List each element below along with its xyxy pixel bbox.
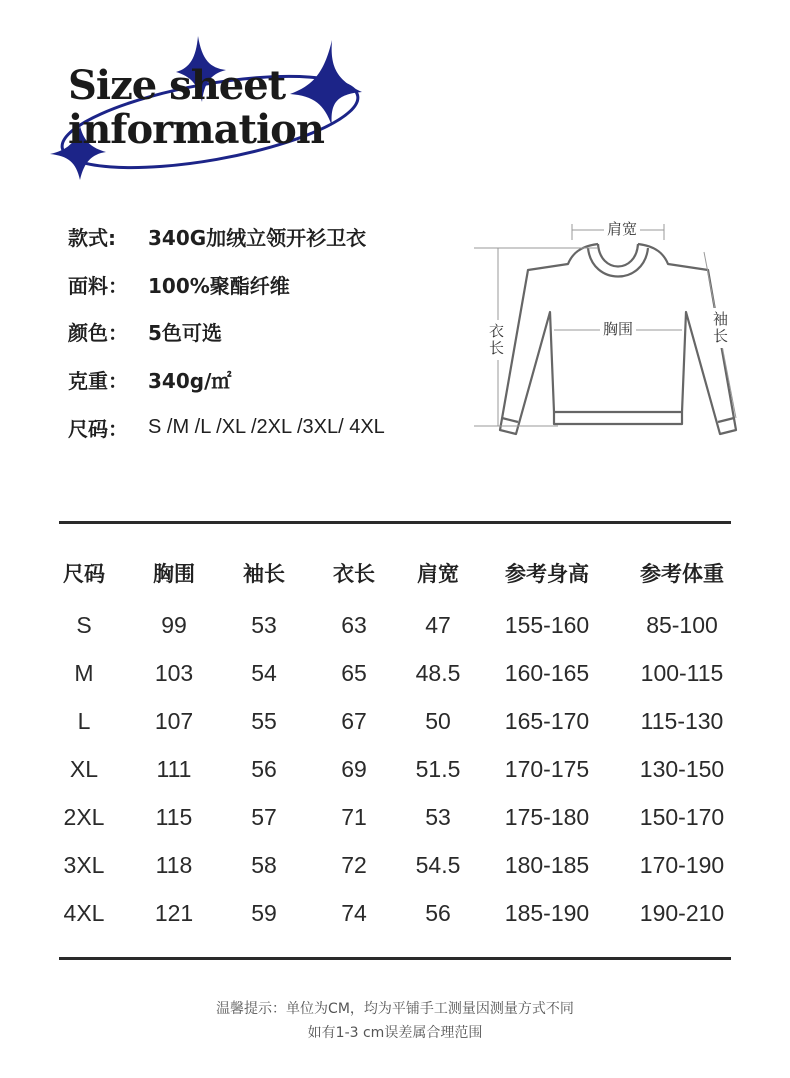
table-cell: L bbox=[77, 707, 91, 734]
table-cell: 190-210 bbox=[639, 899, 725, 926]
table-cell: 170-190 bbox=[639, 851, 725, 878]
spec-label: 款式: bbox=[68, 225, 116, 250]
table-cell: 121 bbox=[154, 899, 194, 926]
table-cell: 47 bbox=[425, 611, 451, 638]
table-cell: 170-175 bbox=[504, 755, 590, 782]
table-cell: 58 bbox=[251, 851, 277, 878]
table-cell: 71 bbox=[341, 803, 367, 830]
header-length: 衣长 bbox=[333, 562, 375, 586]
spec-label: 颜色： bbox=[68, 320, 128, 345]
table-cell: 54.5 bbox=[415, 851, 461, 878]
table-cell: S bbox=[76, 611, 92, 638]
spec-label: 面料： bbox=[68, 273, 128, 298]
table-cell: 115 bbox=[155, 803, 193, 830]
spec-color-row bbox=[68, 316, 222, 346]
logo bbox=[40, 30, 380, 180]
table-cell: 74 bbox=[341, 899, 367, 926]
logo-title-line1: Size sheet bbox=[68, 62, 286, 109]
table-cell: 54 bbox=[251, 659, 277, 686]
table-cell: 53 bbox=[251, 611, 277, 638]
table-cell: 111 bbox=[156, 755, 192, 782]
header-sleeve: 袖长 bbox=[243, 562, 285, 586]
table-top-rule bbox=[59, 521, 731, 524]
table-cell: 85-100 bbox=[646, 611, 718, 638]
table-cell: 48.5 bbox=[415, 659, 461, 686]
table-cell: 69 bbox=[341, 755, 367, 782]
header-height: 参考身高 bbox=[505, 562, 589, 586]
table-cell: 57 bbox=[251, 803, 277, 830]
table-cell: 56 bbox=[251, 755, 277, 782]
table-cell: 103 bbox=[154, 659, 194, 686]
table-bottom-rule bbox=[59, 957, 731, 960]
table-cell: 56 bbox=[425, 899, 451, 926]
table-cell: 150-170 bbox=[639, 803, 725, 830]
table-cell: 59 bbox=[251, 899, 277, 926]
logo-title-line2: information bbox=[68, 106, 324, 153]
spec-value: 100%聚酯纤维 bbox=[148, 273, 290, 298]
table-cell: 118 bbox=[155, 851, 193, 878]
table-cell: 51.5 bbox=[415, 755, 461, 782]
table-cell: 160-165 bbox=[504, 659, 590, 686]
spec-value: 340G加绒立领开衫卫衣 bbox=[148, 225, 367, 250]
table-cell: 165-170 bbox=[504, 707, 590, 734]
table-cell: 99 bbox=[161, 611, 187, 638]
table-cell: M bbox=[74, 659, 94, 686]
footer-note-line1: 温馨提示：单位为CM，均为平铺手工测量因测量方式不同 bbox=[216, 1001, 574, 1017]
table-cell: 175-180 bbox=[504, 803, 590, 830]
table-cell: 185-190 bbox=[504, 899, 590, 926]
table-cell: 115-130 bbox=[640, 707, 724, 734]
table-cell: 55 bbox=[251, 707, 277, 734]
table-cell: 53 bbox=[425, 803, 451, 830]
spec-style-row bbox=[68, 221, 366, 251]
header-shoulder: 肩宽 bbox=[417, 562, 459, 586]
table-cell: 3XL bbox=[63, 851, 105, 878]
table-cell: 180-185 bbox=[504, 851, 590, 878]
table-cell: 72 bbox=[341, 851, 367, 878]
table-cell: 50 bbox=[425, 707, 451, 734]
spec-value: 340g/㎡ bbox=[148, 368, 232, 393]
table-cell: 100-115 bbox=[640, 659, 724, 686]
table-cell: 155-160 bbox=[504, 611, 590, 638]
spec-label: 克重： bbox=[68, 368, 128, 393]
shoulder-width-label: 肩宽 bbox=[604, 222, 640, 237]
header-size: 尺码 bbox=[63, 562, 105, 586]
header-chest: 胸围 bbox=[153, 562, 195, 586]
table-cell: 107 bbox=[154, 707, 194, 734]
table-cell: 63 bbox=[341, 611, 367, 638]
length-label: 衣长 bbox=[488, 320, 503, 360]
spec-value: S /M /L /XL /2XL /3XL/ 4XL bbox=[148, 415, 385, 438]
garment-diagram bbox=[468, 212, 758, 452]
table-cell: 2XL bbox=[63, 803, 105, 830]
header-weight: 参考体重 bbox=[640, 562, 724, 586]
table-cell: 130-150 bbox=[639, 755, 725, 782]
table-cell: 67 bbox=[341, 707, 367, 734]
table-cell: 4XL bbox=[63, 899, 105, 926]
sleeve-length-label: 袖长 bbox=[712, 308, 727, 348]
table-cell: 65 bbox=[341, 659, 367, 686]
chest-label: 胸围 bbox=[600, 322, 636, 337]
table-cell: XL bbox=[69, 755, 99, 782]
spec-label: 尺码： bbox=[68, 416, 128, 441]
spec-size-row bbox=[68, 412, 385, 442]
spec-value: 5色可选 bbox=[148, 320, 222, 345]
spec-fabric-row bbox=[68, 269, 290, 299]
spec-weight-row bbox=[68, 364, 231, 394]
footer-note-line2: 如有1-3 cm误差属合理范围 bbox=[307, 1025, 483, 1041]
